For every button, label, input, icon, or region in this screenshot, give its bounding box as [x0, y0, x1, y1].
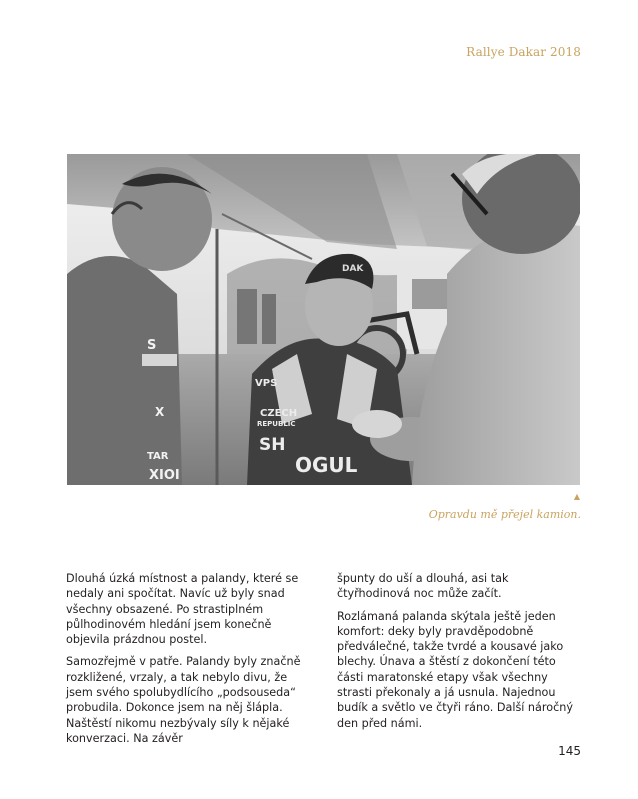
rider-jersey-text-1: VPS — [255, 378, 278, 389]
paragraph: Dlouhá úzká místnost a palandy, které se nedaly ani spočítat. Navíc už byly snad všechny obsazené. Po strastiplném půlhodinovém hledání jsem konečně objevila prázdnou postel. — [66, 572, 299, 647]
rider-jersey-text-4: SH — [259, 435, 286, 455]
left-jersey-text-1: S — [147, 338, 157, 353]
rider-jersey-text-5: OGUL — [295, 453, 358, 477]
left-jersey-text-2: X — [155, 405, 165, 419]
right-column — [337, 571, 583, 738]
left-jersey-text-3: TAR — [147, 451, 169, 462]
paragraph: Rozlámaná palanda skýtala ještě jeden komfort: deky byly pravděpodobně předválečné, takže tvrdé a kousavé jako blechy. Únava a štěstí z dokončení této části maratonské etapy však všechny strasti překonaly a já usnula. Najednou budík a světlo ve čtyři ráno. Další náročný den před námi. — [337, 609, 573, 730]
rally-photo-illustration — [67, 154, 580, 485]
running-head: Rallye Dakar 2018 — [466, 45, 581, 59]
caption-marker-icon: ▲ — [573, 492, 580, 501]
rally-photo — [67, 154, 580, 485]
paragraph: špunty do uší a dlouhá, asi tak čtyřhodinová noc může začít. — [337, 572, 509, 601]
page-number: 145 — [558, 744, 581, 758]
paragraph: Samozřejmě v patře. Palandy byly značně rozkližené, vrzaly, a tak nebylo divu, že jsem svého spolubydlícího „podsouseda“ probudila. Dokonce jsem na něj šlápla. Naštěstí nikomu nezbývaly síly k nějaké konverzaci. Na závěr — [66, 655, 301, 745]
left-jersey-text-4: XIOI — [149, 468, 180, 483]
photo-caption: Opravdu mě přejel kamion. — [428, 508, 581, 521]
rider-jersey-text-2: CZECH — [260, 408, 298, 419]
rider-jersey-text-3: REPUBLIC — [257, 420, 296, 428]
left-column — [66, 571, 312, 753]
bandana-text: DAK — [342, 264, 364, 274]
